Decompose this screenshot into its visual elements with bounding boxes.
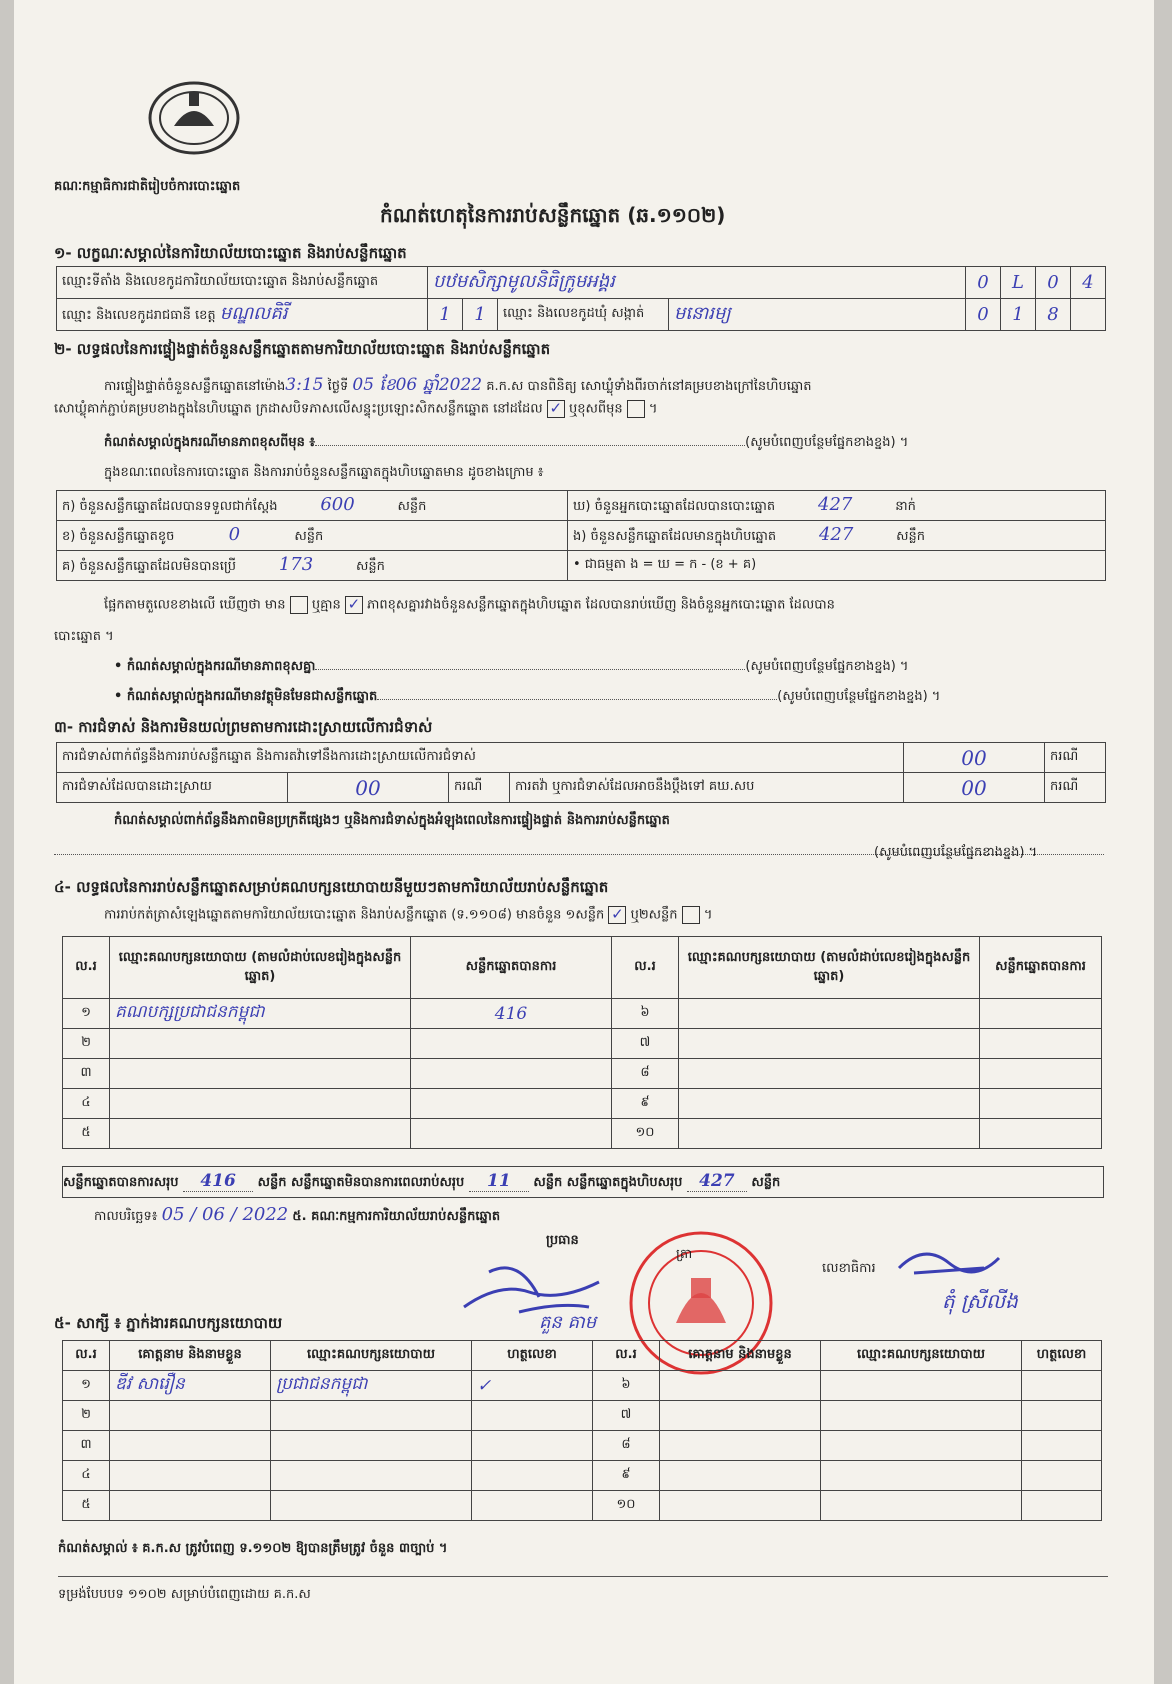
row-number: ៤ [63,1089,110,1119]
match-statement-end: បោះឆ្នោត ។ [54,629,114,644]
section-2-paragraph: ការផ្ទៀងផ្ទាត់ចំនួនសន្លឹកឆ្នោតនៅម៉ោង3:15 ថ្ងៃទី 05 ខែ06 ឆ្នាំ2022 គ.ក.ស បានពិនិត្យ សោឃ្លុំទាំងពីរចាក់នៅគម្របខាងក្រៅនៃហិបឆ្នោត [104,375,812,395]
party-name-cell [679,999,980,1029]
station-code-digit: 0 [966,267,1001,299]
witness-party-cell [821,1491,1022,1521]
witness-name-cell [660,1371,821,1401]
table-row [63,1371,1102,1401]
chairman-name: គួន គាម [539,1312,597,1333]
ballots-unused-value: 173 [278,554,314,575]
witness-name-cell [660,1461,821,1491]
section-2-title: ២- លទ្ធផលនៃការផ្ទៀងផ្ទាត់ចំនួនសន្លឹកឆ្នោតតាមការិយាល័យបោះឆ្នោត និងរាប់សន្លឹកឆ្នោត [54,340,551,358]
witness-name-cell [660,1431,821,1461]
checkbox-two-ballots[interactable] [682,906,700,924]
commune-code-digit: 8 [1036,299,1071,331]
votes-cell [980,1029,1102,1059]
committee-name: គណៈកម្មាធិការជាតិរៀបចំការបោះឆ្នោត [54,179,241,194]
witness-party-cell [821,1371,1022,1401]
station-code-digit: L [1001,267,1036,299]
ballot-count-table: ក) ចំនួនសន្លឹកឆ្នោតដែលបានទទួលជាក់ស្តែង 600 សន្លឹក ឃ) ចំនួនអ្នកបោះឆ្នោតដែលបានបោះឆ្នោត 427 នាក់ ខ) ចំនួនសន្លឹកឆ្នោតខូច 0 សន្លឹក ង) ចំនួនសន្លឹកឆ្នោតដែលមានក្នុងហិបឆ្នោត 427 សន្លឹក គ) ចំនួនសន្លឹកឆ្នោតដែលមិនបានប្រើ 173 សន្លឹក • ជាធម្មតា ង = ឃ = ក - (ខ + គ) [56,490,1106,581]
section-2-line-2: សោឃ្លុំគាក់ភ្ជាប់គម្របខាងក្នុងនៃហិបឆ្នោត ក្រដាសបិទភាសលើសន្ទុះប្រឡោះសិកសន្លឹកឆ្នោត នៅដដែល ✓ ឬខុសពីមុន ។ [54,399,658,417]
witness-party-cell [271,1461,472,1491]
party-name-cell [110,1119,411,1149]
party-name-cell: គណបក្សប្រជាជនកម្ពុជា [110,999,411,1029]
section-4-note: ការរាប់កត់ត្រាសំឡេងឆ្នោតតាមការិយាល័យបោះឆ្នោត និងរាប់សន្លឹកឆ្នោត (ទ.១១០៨) មានចំនួន ១សន្លឹក ✓ ឬ២សន្លឹក ។ [104,905,713,923]
row-number: ៧ [593,1401,660,1431]
row-number: ៥ [63,1119,110,1149]
secretary-label: លេខាធិការ [822,1261,876,1276]
witness-name-cell: ឌីវ សារឿន [110,1371,271,1401]
row-number: ១០ [593,1491,660,1521]
row-number: ៧ [612,1029,679,1059]
stamp-label: ត្រា [676,1247,693,1262]
table-row [63,1089,1102,1119]
form-title: កំណត់ហេតុនៃការរាប់សន្លឹកឆ្នោត (ឆ.១១០២) [380,203,726,227]
row-number: ៩ [593,1461,660,1491]
province-code-digit: 1 [463,299,498,331]
formula: • ជាធម្មតា ង = ឃ = ក - (ខ + គ) [568,551,1106,581]
witness-name-cell [110,1401,271,1431]
committee-emblem-icon [144,78,244,156]
date-line: កាលបរិច្ឆេទ៖ 05 / 06 / 2022 ៥. គណៈកម្មការការិយាល័យរាប់សន្លឹកឆ្នោត [94,1204,501,1225]
witness-party-cell: ប្រជាជនកម្ពុជា [271,1371,472,1401]
party-name-cell [110,1059,411,1089]
total-in-box-value: 427 [687,1171,747,1192]
table-row [63,1461,1102,1491]
witness-party-cell [821,1461,1022,1491]
witness-party-cell [821,1431,1022,1461]
section-1-table [56,266,1106,331]
row-number: ១ [63,1371,110,1401]
witness-signature-cell: ✓ [472,1371,593,1401]
checkbox-seals-intact[interactable]: ✓ [547,400,565,418]
votes-cell [980,1089,1102,1119]
row-number: ៣ [63,1059,110,1089]
votes-cell [980,1119,1102,1149]
votes-cell [411,1029,612,1059]
party-name-cell [679,1119,980,1149]
witness-signature-cell [1022,1491,1102,1521]
row-number: ៦ [593,1371,660,1401]
station-code-digit: 4 [1071,267,1106,299]
ballots-received-value: 600 [320,494,355,515]
witness-party-cell [821,1401,1022,1431]
ballots-in-box-value: 427 [818,524,854,545]
complaints-table: ការជំទាស់ពាក់ព័ន្ធនឹងការរាប់សន្លឹកឆ្នោត និងការតវ៉ាទៅនឹងការដោះស្រាយលើការជំទាស់ 00 ករណី ការជំទាស់ដែលបានដោះស្រាយ 00 ករណី ការតវ៉ា ឬការជំទាស់ដែលអាចនឹងប្តឹងទៅ គឃ.សប 00 ករណី [56,742,1106,803]
commune-code-digit: 1 [1001,299,1036,331]
footnote: កំណត់សម្គាល់ ៖ គ.ក.ស ត្រូវបំពេញ ទ.១១០២ ឱ្យបានត្រឹមត្រូវ ចំនួន ៣ច្បាប់ ។ [58,1541,448,1556]
resolved-complaints-value: 00 [288,773,449,803]
row-number: ៥ [63,1491,110,1521]
witness-signature-cell [1022,1401,1102,1431]
voters-value: 427 [818,494,853,515]
row-number: ៨ [593,1431,660,1461]
secretary-signature-icon [894,1238,1004,1278]
witness-name-cell [110,1491,271,1521]
form-code-note: ទម្រង់បែបបទ ១១០២ សម្រាប់បំពេញដោយ គ.ក.ស [58,1587,311,1602]
appealed-complaints-value: 00 [904,773,1045,803]
station-label: ឈ្មោះទីតាំង និងលេខកូដការិយាល័យបោះឆ្នោត និងរាប់សន្លឹកឆ្នោត [57,267,428,299]
footer-divider [58,1576,1108,1577]
table-row [63,1059,1102,1089]
witness-party-cell [271,1401,472,1431]
row-number: ២ [63,1401,110,1431]
section-3-title: ៣- ការជំទាស់ និងការមិនយល់ព្រមតាមការដោះស្រាយលើការជំទាស់ [54,718,433,736]
party-name-cell [110,1029,411,1059]
totals-row: សន្លឹកឆ្នោតបានការសរុប 416 សន្លឹក សន្លឹកឆ្នោតមិនបានការពេលរាប់សរុប 11 សន្លឹក សន្លឹកឆ្នោតក្នុងហិបសរុប 427 សន្លឹក [62,1166,1104,1198]
table-row [63,1029,1102,1059]
witness-table: ល.រ គោត្តនាម និងនាមខ្លួន ឈ្មោះគណបក្សនយោបាយ ហត្ថលេខា ល.រ គោត្តនាម និងនាមខ្លួន ឈ្មោះគណបក្សនយោបាយ ហត្ថលេខា ១ ឌីវ សារឿន ប្រជាជនកម្ពុជា ✓ ៦ ២ ៧ ៣ ៨ ៤ ៩ ៥ ១០ [62,1340,1102,1521]
section-5-title: ៥- សាក្សី ៖ ភ្នាក់ងារគណបក្សនយោបាយ [54,1314,283,1332]
checkbox-discrepancy-yes[interactable] [290,596,308,614]
row-number: ១ [63,999,110,1029]
row-number: ១០ [612,1119,679,1149]
province-name-value: មណ្ឌលគិរី [219,303,288,324]
match-statement: ផ្អែកតាមតួលេខខាងលើ ឃើញថា មាន ឬគ្មាន ✓ ភាពខុសគ្នារវាងចំនួនសន្លឹកឆ្នោតក្នុងហិបឆ្នោត ដែលបានរាប់ឃើញ និងចំនួនអ្នកបោះឆ្នោត ដែលបាន [104,595,835,613]
table-row [63,1431,1102,1461]
party-name-cell [110,1089,411,1119]
commune-name-value: មនោរម្យ [669,299,966,331]
table-row [63,999,1102,1029]
row-number: ៦ [612,999,679,1029]
table-row [63,1119,1102,1149]
votes-cell [411,1119,612,1149]
ballots-spoiled-value: 0 [228,524,241,545]
station-name-value: បឋមសិក្សាមូលនិធិក្រូមអង្គរ [428,267,966,299]
table-row [63,1491,1102,1521]
party-name-cell [679,1059,980,1089]
commune-code-digit: 0 [966,299,1001,331]
complaints-count-value: 00 [904,743,1045,773]
row-number: ៩ [612,1089,679,1119]
witness-signature-cell [472,1401,593,1431]
votes-cell [980,999,1102,1029]
signing-date-value: 05 / 06 / 2022 [161,1204,289,1225]
results-intro: ក្នុងខណៈពេលនៃការបោះឆ្នោត និងការរាប់ចំនួនសន្លឹកឆ្នោតក្នុងហិបឆ្នោតមាន ដូចខាងក្រោម ៖ [104,465,544,480]
time-value: 3:15 [285,375,324,395]
witness-signature-cell [1022,1461,1102,1491]
section-1-title: ១- លក្ខណៈសម្គាល់នៃការិយាល័យបោះឆ្នោត និងរាប់សន្លឹកឆ្នោត [54,244,407,262]
checkbox-one-ballot[interactable]: ✓ [608,906,626,924]
party-name-cell [679,1089,980,1119]
witness-signature-cell [472,1491,593,1521]
total-valid-value: 416 [183,1171,253,1192]
form-page [14,0,1154,1684]
secretary-name: តុំ ស្រីលីង [942,1289,1018,1313]
votes-cell [411,1059,612,1089]
witness-party-cell [271,1431,472,1461]
row-number: ៤ [63,1461,110,1491]
fill-more-note: (សូមបំពេញបន្ថែមផ្នែកខាងខ្នង) ។ [874,845,1038,860]
province-label: ឈ្មោះ និងលេខកូដរាជធានី ខេត្ត មណ្ឌលគិរី [57,299,428,331]
witness-name-cell [660,1401,821,1431]
date-value: 05 ខែ06 ឆ្នាំ2022 [352,375,483,395]
row-number: ៨ [612,1059,679,1089]
votes-cell: 416 [411,999,612,1029]
station-code-digit: 0 [1036,267,1071,299]
checkbox-seals-broken[interactable] [627,400,645,418]
row-number: ៣ [63,1431,110,1461]
remark-2: • កំណត់សម្គាល់ក្នុងករណីមានភាពខុសគ្នា (សូមបំពេញបន្ថែមផ្នែកខាងខ្នង) ។ [114,659,909,674]
witness-party-cell [271,1491,472,1521]
commune-label: ឈ្មោះ និងលេខកូដឃុំ សង្កាត់ [498,299,669,331]
witness-signature-cell [472,1461,593,1491]
party-results-table: ល.រ ឈ្មោះគណបក្សនយោបាយ (តាមលំដាប់លេខរៀងក្នុងសន្លឹកឆ្នោត) សន្លឹកឆ្នោតបានការ ល.រ ឈ្មោះគណបក្សនយោបាយ (តាមលំដាប់លេខរៀងក្នុងសន្លឹកឆ្នោត) សន្លឹកឆ្នោតបានការ ១ គណបក្សប្រជាជនកម្ពុជា 416 ៦ ២ ៧ ៣ ៨ ៤ ៩ ៥ ១០ [62,936,1102,1149]
row-number: ២ [63,1029,110,1059]
chairman-title: ប្រធាន [546,1233,579,1248]
witness-name-cell [660,1491,821,1521]
remark-4: កំណត់សម្គាល់ពាក់ព័ន្ធនឹងភាពមិនប្រក្រតីផ្សេងៗ ឬនិងការជំទាស់ក្នុងអំឡុងពេលនៃការផ្ទៀងផ្ទាត់ និងការរាប់សន្លឹកឆ្នោត [114,813,670,828]
witness-signature-cell [1022,1431,1102,1461]
checkbox-discrepancy-no[interactable]: ✓ [345,596,363,614]
total-invalid-value: 11 [469,1171,529,1192]
witness-name-cell [110,1431,271,1461]
section-4-title: ៤- លទ្ធផលនៃការរាប់សន្លឹកឆ្នោតសម្រាប់គណបក្សនយោបាយនីមួយៗតាមការិយាល័យរាប់សន្លឹកឆ្នោត [54,878,609,896]
table-row [63,1401,1102,1431]
witness-signature-cell [472,1431,593,1461]
remark-3: • កំណត់សម្គាល់ក្នុងករណីមានវត្ថុមិនមែនជាសន្លឹកឆ្នោត (សូមបំពេញបន្ថែមផ្នែកខាងខ្នង) ។ [114,689,941,704]
votes-cell [980,1059,1102,1089]
witness-name-cell [110,1461,271,1491]
remark-1: កំណត់សម្គាល់ក្នុងករណីមានភាពខុសពីមុន ៖ (សូមបំពេញបន្ថែមផ្នែកខាងខ្នង) ។ [104,435,909,450]
province-code-digit: 1 [428,299,463,331]
witness-signature-cell [1022,1371,1102,1401]
party-name-cell [679,1029,980,1059]
votes-cell [411,1089,612,1119]
